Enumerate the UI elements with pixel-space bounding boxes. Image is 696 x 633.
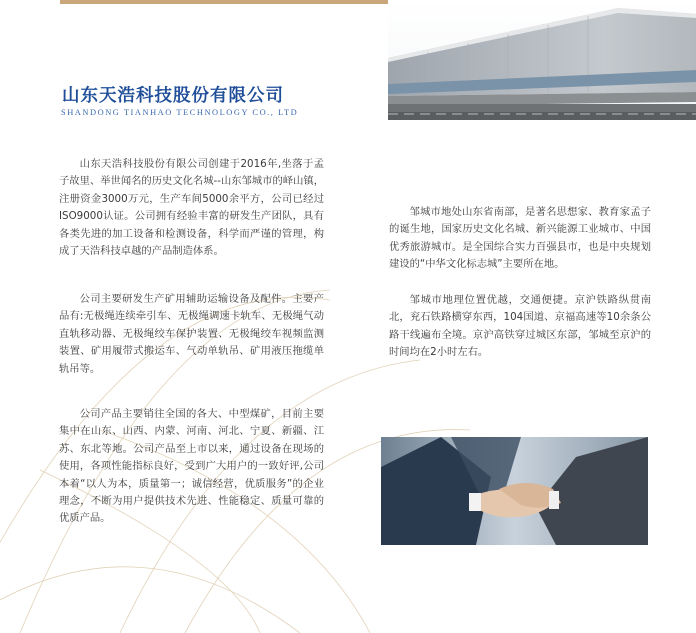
market-paragraph: 公司产品主要销往全国的各大、中型煤矿，目前主要集中在山东、山西、内蒙、河南、河北、宁夏、新疆、江苏、东北等地。公司产品至上市以来，通过设备在现场的使用，各项性能指标良好，受到广大用户的一致好评,公司本着“以人为本，质量第一；诚信经营，优质服务”的企业理念，不断为用户提供技术先进、性能稳定、质量可靠的优质产品。 xyxy=(59,408,324,525)
handshake-photo xyxy=(381,437,648,545)
company-name: 山东天浩科技股份有限公司 xyxy=(62,86,284,106)
products-paragraph: 公司主要研发生产矿用辅助运输设备及配件。主要产品有:无极绳连续牵引车、无极绳调速卡轨车、无极绳气动直轨移动器、无极绳绞车保护装置、无极绳绞车视频监测装置、矿用履带式搬运车、气动单轨吊、矿用液压拖缆单轨吊等。 xyxy=(59,293,324,375)
company-name-english: SHANDONG TIANHAO TECHNOLOGY CO., LTD xyxy=(61,108,299,117)
transport-paragraph: 邹城市地理位置优越，交通便捷。京沪铁路纵贯南北，兖石铁路横穿东西，104国道、京福高速等10余条公路干线遍布全境。京沪高铁穿过城区东部，邹城至京沪的时间均在2小时左右。 xyxy=(389,294,651,359)
factory-building-photo xyxy=(388,0,696,120)
city-paragraph: 邹城市地处山东省南部，是著名思想家、教育家孟子的诞生地，国家历史文化名城、新兴能源工业城市、中国优秀旅游城市。是全国综合实力百强县市，也是中央规划建设的“中华文化标志城”主要所在地。 xyxy=(389,206,651,271)
intro-paragraph: 山东天浩科技股份有限公司创建于2016年,坐落于孟子故里、举世闻名的历史文化名城--山东邹城市的峄山镇，注册资金3000万元，生产车间5000余平方，公司已经过ISO9000认证。公司拥有经验丰富的研发生产团队，具有各类先进的加工设备和检测设备，科学而严谨的管理，构成了天浩科技卓越的产品制造体系。 xyxy=(59,158,324,258)
